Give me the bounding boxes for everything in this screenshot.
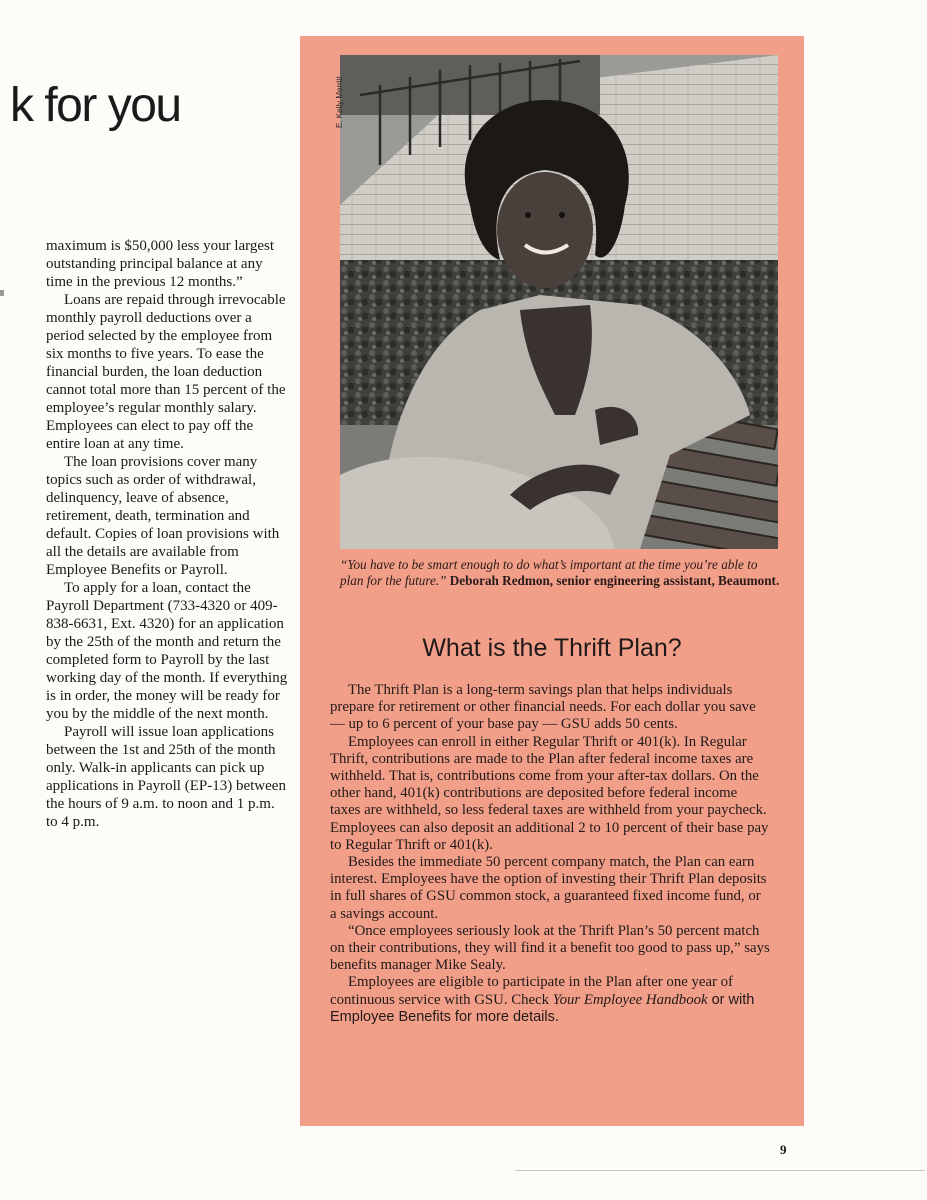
thrift-paragraph [330,974,770,1026]
page-number: 9 [780,1142,787,1157]
thrift-paragraph: Employees can enroll in either Regular Thrift or 401(k). In Regular Thrift, contributions are made to the Plan after federal income taxes are withheld. That is, contributions come from your after-tax dollars. On the other hand, 401(k) contributions are deposited before federal income taxes are withheld, so less federal taxes are withheld from your paycheck. Employees can also deposit an additional 2 to 10 percent of their base pay to Regular Thrift or 401(k). [330,733,769,853]
photo-credit-text: E. Kelly Merritt [335,75,344,128]
employee-handbook-title: Your Employee Handbook [552,991,708,1008]
thrift-p5-lead: Employees are eligible to participate in the Plan after one year of continuous service with GSU. Check [330,974,733,1008]
caption-quote: “You have to be smart enough to do what’s important at the time you’re able to plan for the future.” [340,557,758,588]
page-edge-mark [0,290,4,296]
portrait-photo [340,55,778,549]
thrift-paragraph: Besides the immediate 50 percent company match, the Plan can earn interest. Employees have the option of investing their Thrift Plan deposits in full shares of GSU common stock, a guaranteed fixed income fund, or a savings account. [330,854,767,922]
loan-paragraph: The loan provisions cover many topics such as order of withdrawal, delinquency, leave of absence, retirement, death, termination and default. Copies of loan provisions with all the details are available from Employee Benefits or Payroll. [46,454,280,578]
thrift-paragraph: “Once employees seriously look at the Thrift Plan’s 50 percent match on their contributions, they will find it a benefit too good to pass up,” says benefits manager Mike Sealy. [330,922,770,974]
photo-credit [334,60,346,130]
loan-paragraph: Loans are repaid through irrevocable monthly payroll deductions over a period selected by the employee from six months to five years. To ease the financial burden, the loan deduction cannot total more than 15 percent of the employee’s regular monthly salary. Employees can elect to pay off the entire loan at any time. [46,292,286,452]
thrift-p5-tail: or with Employee Benefits for more details. [330,991,755,1025]
loan-article-column [46,237,290,831]
loan-paragraph: To apply for a loan, contact the Payroll Department (733-4320 or 409-838-6631, Ext. 4320) for an application by the 25th of the month and return the completed form to Payroll by the last working day of the month. If everything is in order, the money will be ready for you by the middle of the next month. [46,580,288,722]
thrift-paragraph: The Thrift Plan is a long-term savings plan that helps individuals prepare for retirement or other financial needs. For each dollar you save — up to 6 percent of your base pay — GSU adds 50 cents. [330,682,756,733]
page-headline: k for you [10,79,181,132]
footer-rule [515,1170,925,1171]
photo-caption [340,557,780,589]
loan-paragraph: maximum is $50,000 less your largest outstanding principal balance at any time in the previous 12 months.” [46,238,275,290]
thrift-plan-body [330,682,770,1026]
thrift-plan-title: What is the Thrift Plan? [422,634,682,662]
loan-paragraph: Payroll will issue loan applications between the 1st and 25th of the month only. Walk-in applicants can pick up applications in Payroll (EP-13) between the hours of 9 a.m. to noon and 1 p.m. to 4 p.m. [46,724,286,830]
caption-attribution: Deborah Redmon, senior engineering assistant, Beaumont. [449,573,780,588]
